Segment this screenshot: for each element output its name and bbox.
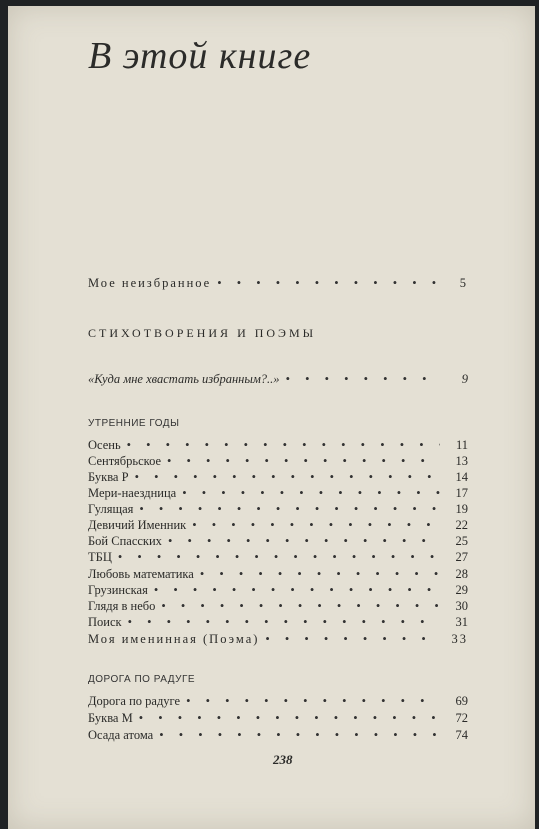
toc-entry-page: 69 <box>455 694 468 708</box>
toc-entry-page: 25 <box>455 534 468 548</box>
toc-entry-label: Бой Спасских <box>88 534 162 548</box>
leader-dots <box>139 711 440 726</box>
leader-dots <box>128 615 440 630</box>
toc-entry <box>88 632 468 650</box>
toc-entry-label: «Куда мне хвастать избранным?..» <box>88 372 280 386</box>
toc-entry <box>88 694 468 712</box>
toc-entry-label: Дорога по радуге <box>88 694 181 708</box>
toc-entry-label: Сентябрьское <box>88 454 162 468</box>
toc-entry-page: 11 <box>455 438 468 452</box>
toc-entry-label: Осень <box>88 438 121 452</box>
leader-dots <box>135 470 440 485</box>
toc-entry-page: 30 <box>455 599 468 613</box>
toc-entry <box>88 711 468 729</box>
leader-dots <box>118 550 440 565</box>
toc-entry-page: 28 <box>455 567 468 581</box>
toc-entry-label: ТБЦ <box>88 550 112 564</box>
toc-entry <box>88 276 468 294</box>
book-page <box>8 6 535 829</box>
toc-entry-label: Мое неизбранное <box>88 276 212 290</box>
page-title: В этой книге <box>88 35 312 77</box>
toc-entry-page: 17 <box>455 486 468 500</box>
toc-entry-label: Грузинская <box>88 583 148 597</box>
toc-entry-label: Гулящая <box>88 502 134 516</box>
toc-entry-label: Поиск <box>88 615 122 629</box>
leader-dots <box>182 486 440 501</box>
leader-dots <box>286 372 440 387</box>
toc-entry-page: 33 <box>451 632 468 646</box>
toc-entry-page: 74 <box>455 728 468 742</box>
leader-dots <box>200 567 440 582</box>
group-heading: УТРЕННИЕ ГОДЫ <box>88 418 180 429</box>
toc-entry-label: Мери-наездница <box>88 486 177 500</box>
leader-dots <box>159 728 440 743</box>
toc-entry-label: Моя именинная (Поэма) <box>88 632 260 646</box>
leader-dots <box>186 694 440 709</box>
toc-entry-page: 14 <box>455 470 468 484</box>
leader-dots <box>167 454 440 469</box>
toc-entry-label: Буква Р <box>88 470 129 484</box>
toc-entry <box>88 615 468 633</box>
toc-entry-label: Осада атома <box>88 728 154 742</box>
leader-dots <box>265 632 440 647</box>
toc-entry-label: Буква М <box>88 711 133 725</box>
toc-entry-page: 29 <box>455 583 468 597</box>
toc-entry-page: 22 <box>455 518 468 532</box>
toc-entry-page: 19 <box>455 502 468 516</box>
toc-entry-page: 72 <box>455 711 468 725</box>
toc-entry-page: 9 <box>461 372 468 386</box>
toc-entry-label: Любовь математика <box>88 567 194 581</box>
toc-entry-page: 13 <box>455 454 468 468</box>
toc-entry-page: 27 <box>455 550 468 564</box>
toc-entry-page: 5 <box>459 276 468 290</box>
leader-dots <box>192 518 440 533</box>
toc-entry-label: Глядя в небо <box>88 599 156 613</box>
page-number: 238 <box>273 752 293 767</box>
toc-entry <box>88 372 468 390</box>
leader-dots <box>168 534 440 549</box>
section-heading: СТИХОТВОРЕНИЯ И ПОЭМЫ <box>88 326 317 340</box>
leader-dots <box>154 583 440 598</box>
leader-dots <box>217 276 440 291</box>
leader-dots <box>127 438 440 453</box>
toc-entry-label: Девичий Именник <box>88 518 187 532</box>
leader-dots <box>161 599 440 614</box>
toc-entry <box>88 550 468 568</box>
toc-entry <box>88 728 468 746</box>
leader-dots <box>139 502 440 517</box>
toc-entry-page: 31 <box>455 615 468 629</box>
group-heading: ДОРОГА ПО РАДУГЕ <box>88 674 196 685</box>
